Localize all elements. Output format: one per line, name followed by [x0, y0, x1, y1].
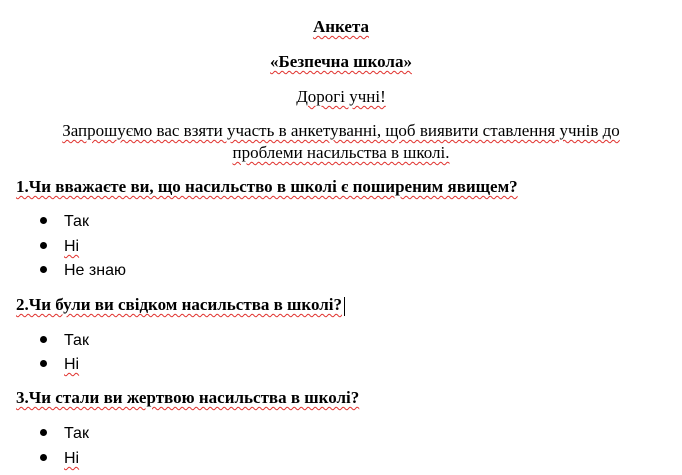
question-1: 1.Чи вважаєте ви, що насильство в школі є поширеним явищем? — [16, 177, 518, 196]
bullet-icon — [40, 217, 47, 224]
list-item: Так — [40, 329, 89, 352]
text-cursor — [344, 297, 345, 316]
bullet-icon — [40, 242, 47, 249]
bullet-icon — [40, 429, 47, 436]
list-item: Ні — [40, 447, 79, 470]
list-item: Не знаю — [40, 259, 126, 282]
question-2: 2.Чи були ви свідком насильства в школі? — [16, 294, 345, 316]
bullet-icon — [40, 360, 47, 367]
document-title: Анкета — [312, 17, 370, 36]
list-item: Так — [40, 422, 89, 445]
list-item: Так — [40, 210, 89, 233]
intro-line-2: проблеми насильства в школі. — [232, 143, 450, 162]
document-subtitle: «Безпечна школа» — [270, 52, 412, 71]
intro-line-1: Запрошуємо вас взяти участь в анкетуванні, щоб виявити ставлення учнів до — [62, 121, 620, 140]
list-item: Ні — [40, 353, 79, 376]
bullet-icon — [40, 336, 47, 343]
list-item: Ні — [40, 235, 79, 258]
question-3: 3.Чи стали ви жертвою насильства в школі? — [16, 388, 360, 407]
greeting: Дорогі учні! — [296, 87, 386, 106]
bullet-icon — [40, 266, 47, 273]
bullet-icon — [40, 454, 47, 461]
